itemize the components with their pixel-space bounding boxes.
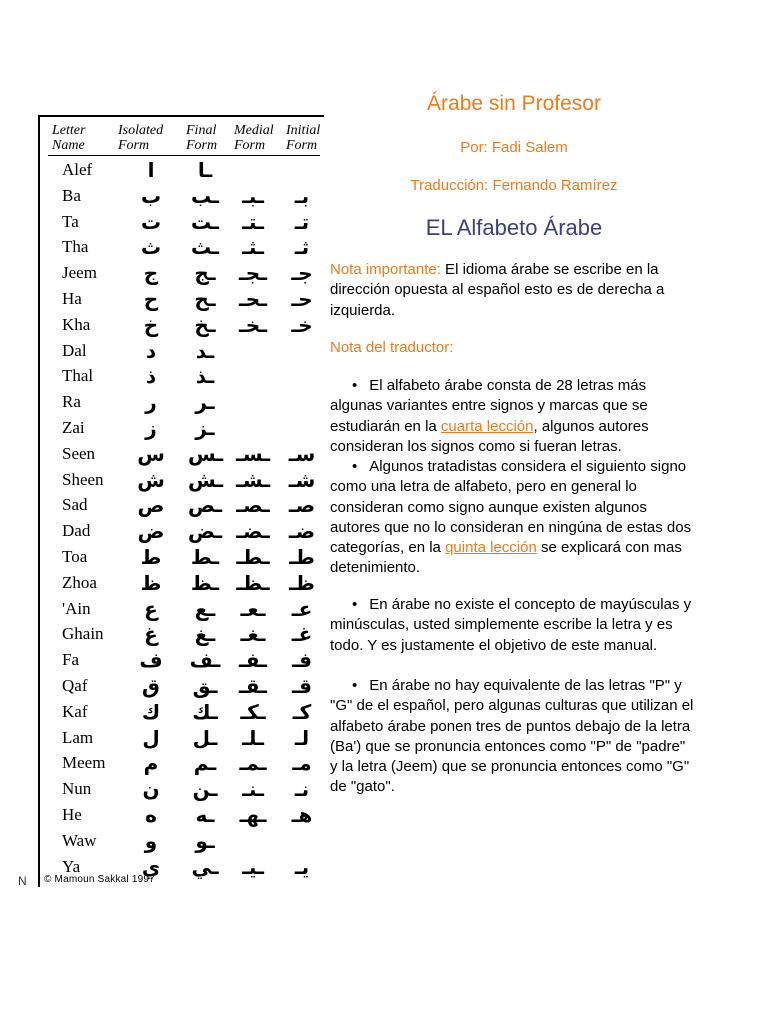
letter-form-iso: ن bbox=[142, 777, 160, 802]
table-row bbox=[40, 750, 324, 776]
letter-form-iso: ف bbox=[139, 648, 163, 673]
letter-name: Tha bbox=[62, 237, 89, 257]
table-row bbox=[40, 725, 324, 751]
letter-form-iso: ك bbox=[141, 699, 161, 724]
letter-form-ini: طـ bbox=[289, 545, 315, 569]
letter-name: Kha bbox=[62, 314, 91, 334]
letter-form-iso: م bbox=[143, 751, 159, 776]
note-text: El idioma árabe se escribe en la dirección opuesta al español esto es de derecha a izquierda. bbox=[330, 261, 665, 319]
letter-form-ini: عـ bbox=[291, 596, 313, 621]
letter-name: Ha bbox=[62, 289, 82, 308]
letter-form-med: ـثـ bbox=[242, 235, 264, 260]
bullet-2-tail: se explicará con mas detenimiento. bbox=[330, 539, 682, 577]
section-title: EL Alfabeto Árabe bbox=[425, 215, 603, 240]
bullet-4-text: • En árabe no hay equivalente de las letras "P" y "G" de el español, pero algunas culturas que utilizan el alfabeto árabe ponen tres de puntos debajo de la letra (Ba') que se pronuncia entonces como "P" de "padre" y la letra (Jeem) que se pronuncia entonces como "G" de "gato". bbox=[330, 677, 693, 795]
letter-form-iso: ق bbox=[142, 674, 160, 698]
letter-form-iso: ح bbox=[143, 287, 159, 311]
letter-form-fin: ـف bbox=[189, 648, 221, 673]
header-isolated: Isolated Form bbox=[118, 123, 164, 153]
letter-form-ini: هـ bbox=[291, 803, 313, 827]
letter-form-iso: و bbox=[144, 828, 158, 853]
table-row bbox=[40, 415, 324, 441]
letter-form-fin: ـق bbox=[192, 674, 218, 698]
letter-name: Nun bbox=[62, 779, 92, 799]
letter-form-iso: ي bbox=[141, 854, 161, 879]
letter-form-med: ـعـ bbox=[240, 596, 266, 621]
letter-name: He bbox=[62, 805, 82, 824]
copyright-credit: © Mamoun Sakkal 1997 bbox=[44, 874, 155, 885]
letter-name: Lam bbox=[62, 727, 94, 747]
letter-form-med: ـمـ bbox=[239, 751, 267, 776]
letter-form-fin: ـح bbox=[194, 287, 216, 311]
letter-form-iso: ب bbox=[140, 183, 162, 208]
bullet-2 bbox=[330, 457, 696, 579]
table-header bbox=[48, 123, 320, 156]
letter-form-iso: ط bbox=[140, 545, 162, 569]
author-line: Por: Fadi Salem bbox=[460, 139, 568, 156]
letter-name: Ba bbox=[62, 185, 81, 205]
letter-name: Kaf bbox=[62, 701, 88, 721]
table-row bbox=[40, 467, 324, 493]
letter-form-ini: خـ bbox=[291, 312, 313, 337]
letter-name: 'Ain bbox=[62, 598, 91, 618]
letter-form-fin: ـص bbox=[188, 493, 223, 518]
bullet-2-text: • Algunos tratadistas considera el siguiento signo como una letra de alfabeto, pero en general lo consideran como signo aunque existen algunos autores que no lo consideran en ningúna de estas dos categorías, en la bbox=[330, 458, 691, 556]
letter-form-ini: حـ bbox=[291, 287, 313, 311]
letter-form-fin: ـه bbox=[195, 803, 215, 827]
letter-form-fin: ـط bbox=[190, 545, 220, 569]
table-row bbox=[40, 209, 324, 235]
letter-form-fin: ـي bbox=[191, 854, 219, 879]
table-row bbox=[40, 699, 324, 725]
letter-form-fin: ـر bbox=[195, 390, 215, 415]
letter-form-med: ـظـ bbox=[236, 570, 270, 595]
letter-form-med: ـلـ bbox=[242, 725, 264, 750]
letter-form-iso: د bbox=[145, 338, 157, 363]
table-row bbox=[40, 544, 324, 570]
letter-form-iso: ش bbox=[137, 467, 165, 492]
bullet-1-tail: , algunos autores consideran los signos como si fueran letras. bbox=[330, 417, 649, 455]
letter-form-med: ـشـ bbox=[236, 467, 271, 492]
letter-name: Zhoa bbox=[62, 572, 97, 592]
letter-form-iso: ت bbox=[140, 209, 162, 234]
letter-form-fin: ـت bbox=[190, 209, 219, 234]
table-row bbox=[40, 157, 324, 183]
letter-form-med: ـضـ bbox=[236, 519, 270, 544]
letter-name: Fa bbox=[62, 650, 79, 670]
table-row bbox=[40, 673, 324, 699]
letter-form-fin: ـا bbox=[197, 158, 213, 182]
stray-mark: N bbox=[18, 874, 27, 888]
table-row bbox=[40, 286, 324, 312]
table-row bbox=[40, 647, 324, 673]
page-title: Árabe sin Profesor bbox=[427, 92, 601, 115]
table-row bbox=[40, 338, 324, 364]
link-cuarta-leccion[interactable]: cuarta lección bbox=[440, 417, 534, 435]
letter-form-fin: ـم bbox=[193, 751, 217, 776]
table-row bbox=[40, 363, 324, 389]
letter-form-ini: سـ bbox=[288, 441, 316, 466]
bullet-1-text: • El alfabeto árabe consta de 28 letras más algunas variantes entre signos y marcas que se estudiarán en la bbox=[330, 377, 648, 435]
letter-form-med: ـخـ bbox=[238, 312, 268, 337]
letter-name: Jeem bbox=[62, 263, 97, 283]
letter-form-ini: كـ bbox=[292, 699, 312, 724]
letter-form-ini: ضـ bbox=[288, 519, 316, 544]
bullet-3 bbox=[330, 595, 696, 656]
letter-form-med: ـكـ bbox=[240, 699, 266, 724]
letter-name: Toa bbox=[62, 547, 88, 566]
table-row bbox=[40, 441, 324, 467]
letter-form-iso: ز bbox=[145, 416, 157, 440]
table-row bbox=[40, 183, 324, 209]
letter-form-iso: ص bbox=[137, 493, 165, 518]
translator-line: Traducción: Fernando Ramírez bbox=[410, 177, 618, 194]
letter-form-med: ـهـ bbox=[239, 803, 267, 827]
letter-form-fin: ـس bbox=[188, 441, 224, 466]
letter-form-fin: ـج bbox=[194, 261, 216, 286]
letter-form-med: ـنـ bbox=[242, 777, 264, 802]
table-row bbox=[40, 802, 324, 828]
letter-form-med: ـطـ bbox=[236, 545, 270, 569]
letter-form-ini: لـ bbox=[294, 725, 310, 750]
table-row bbox=[40, 570, 324, 596]
letter-form-iso: ل bbox=[142, 725, 160, 750]
link-quinta-leccion[interactable]: quinta lección bbox=[445, 539, 537, 557]
note-label: Nota importante: bbox=[330, 261, 441, 278]
letter-form-iso: خ bbox=[143, 312, 159, 337]
letter-form-fin: ـع bbox=[194, 596, 216, 621]
letter-form-ini: جـ bbox=[291, 261, 313, 286]
letter-form-iso: ض bbox=[137, 519, 165, 544]
alphabet-table bbox=[38, 115, 324, 887]
table-row bbox=[40, 621, 324, 647]
letter-name: Ya bbox=[62, 856, 81, 876]
letter-form-fin: ـز bbox=[195, 416, 215, 440]
letter-form-ini: يـ bbox=[294, 854, 310, 879]
table-row bbox=[40, 776, 324, 802]
letter-form-med: ـجـ bbox=[238, 261, 268, 286]
letter-form-med: ـفـ bbox=[238, 648, 268, 673]
letter-name: Dal bbox=[62, 340, 87, 360]
letter-form-iso: ث bbox=[140, 235, 162, 260]
letter-form-fin: ـد bbox=[195, 338, 215, 363]
letter-form-ini: شـ bbox=[288, 467, 316, 492]
bullet-4 bbox=[330, 676, 696, 798]
letter-form-med: ـحـ bbox=[238, 287, 268, 311]
letter-form-iso: ج bbox=[143, 261, 159, 286]
letter-name: Qaf bbox=[62, 676, 88, 695]
letter-form-iso: ه bbox=[145, 803, 157, 827]
letter-form-iso: س bbox=[137, 441, 165, 466]
letter-form-iso: ع bbox=[144, 596, 158, 621]
letter-form-ini: قـ bbox=[292, 674, 312, 698]
letter-form-ini: تـ bbox=[294, 209, 310, 234]
letter-name: Seen bbox=[62, 443, 96, 463]
table-row bbox=[40, 389, 324, 415]
letter-form-fin: ـك bbox=[192, 699, 218, 724]
bullet-1 bbox=[330, 376, 696, 457]
header-final: Final Form bbox=[186, 123, 218, 153]
letter-name: Ta bbox=[62, 211, 79, 231]
table-row bbox=[40, 492, 324, 518]
important-note bbox=[330, 260, 696, 321]
letter-form-ini: غـ bbox=[291, 622, 313, 647]
letter-form-fin: ـخ bbox=[194, 312, 216, 337]
letter-name: Ra bbox=[62, 392, 81, 412]
letter-form-iso: ر bbox=[145, 390, 157, 415]
letter-form-fin: ـو bbox=[195, 828, 215, 853]
header-letter-name: Letter Name bbox=[52, 123, 86, 153]
table-row bbox=[40, 828, 324, 854]
letter-name: Alef bbox=[62, 160, 93, 179]
table-row bbox=[40, 596, 324, 622]
letter-form-ini: ظـ bbox=[289, 570, 315, 595]
header-initial: Initial Form bbox=[286, 123, 321, 153]
letter-form-fin: ـن bbox=[192, 777, 218, 802]
letter-form-fin: ـث bbox=[190, 235, 219, 260]
letter-form-med: ـسـ bbox=[236, 441, 271, 466]
letter-form-fin: ـغ bbox=[194, 622, 216, 647]
letter-form-med: ـتـ bbox=[242, 209, 264, 234]
letter-form-fin: ـض bbox=[188, 519, 223, 544]
letter-form-ini: بـ bbox=[294, 183, 310, 208]
header-medial: Medial Form bbox=[234, 123, 274, 153]
table-row bbox=[40, 312, 324, 338]
letter-form-iso: ا bbox=[147, 158, 155, 182]
letter-name: Ghain bbox=[62, 624, 104, 644]
letter-form-med: ـغـ bbox=[240, 622, 266, 647]
letter-form-med: ـيـ bbox=[242, 854, 264, 879]
letter-name: Sheen bbox=[62, 469, 104, 489]
table-row bbox=[40, 518, 324, 544]
letter-form-med: ـصـ bbox=[236, 493, 270, 518]
letter-name: Sad bbox=[62, 495, 88, 515]
letter-name: Dad bbox=[62, 521, 91, 541]
letter-name: Meem bbox=[62, 753, 106, 773]
table-row bbox=[40, 234, 324, 260]
letter-form-med: ـبـ bbox=[242, 183, 264, 208]
letter-form-fin: ـش bbox=[188, 467, 224, 492]
letter-form-fin: ـب bbox=[190, 183, 219, 208]
translator-note-label: Nota del traductor: bbox=[330, 339, 454, 356]
letter-form-iso: غ bbox=[144, 622, 158, 647]
letter-form-ini: ثـ bbox=[294, 235, 310, 260]
letter-form-fin: ـظ bbox=[190, 570, 220, 595]
letter-form-fin: ـذ bbox=[195, 364, 215, 389]
letter-form-ini: صـ bbox=[288, 493, 316, 518]
letter-form-fin: ـل bbox=[192, 725, 218, 750]
letter-form-iso: ظ bbox=[140, 570, 162, 595]
table-row bbox=[40, 260, 324, 286]
letter-form-ini: فـ bbox=[292, 648, 312, 673]
letter-name: Waw bbox=[62, 830, 97, 850]
letter-form-iso: ذ bbox=[145, 364, 157, 389]
letter-form-ini: مـ bbox=[292, 751, 312, 776]
letter-name: Thal bbox=[62, 366, 94, 386]
bullet-3-text: • En árabe no existe el concepto de mayúsculas y minúsculas, usted simplemente escribe la letra y es todo. Y es justamente el objetivo de este manual. bbox=[330, 596, 691, 654]
letter-form-ini: نـ bbox=[294, 777, 310, 802]
letter-form-med: ـقـ bbox=[238, 674, 268, 698]
letter-name: Zai bbox=[62, 418, 85, 437]
